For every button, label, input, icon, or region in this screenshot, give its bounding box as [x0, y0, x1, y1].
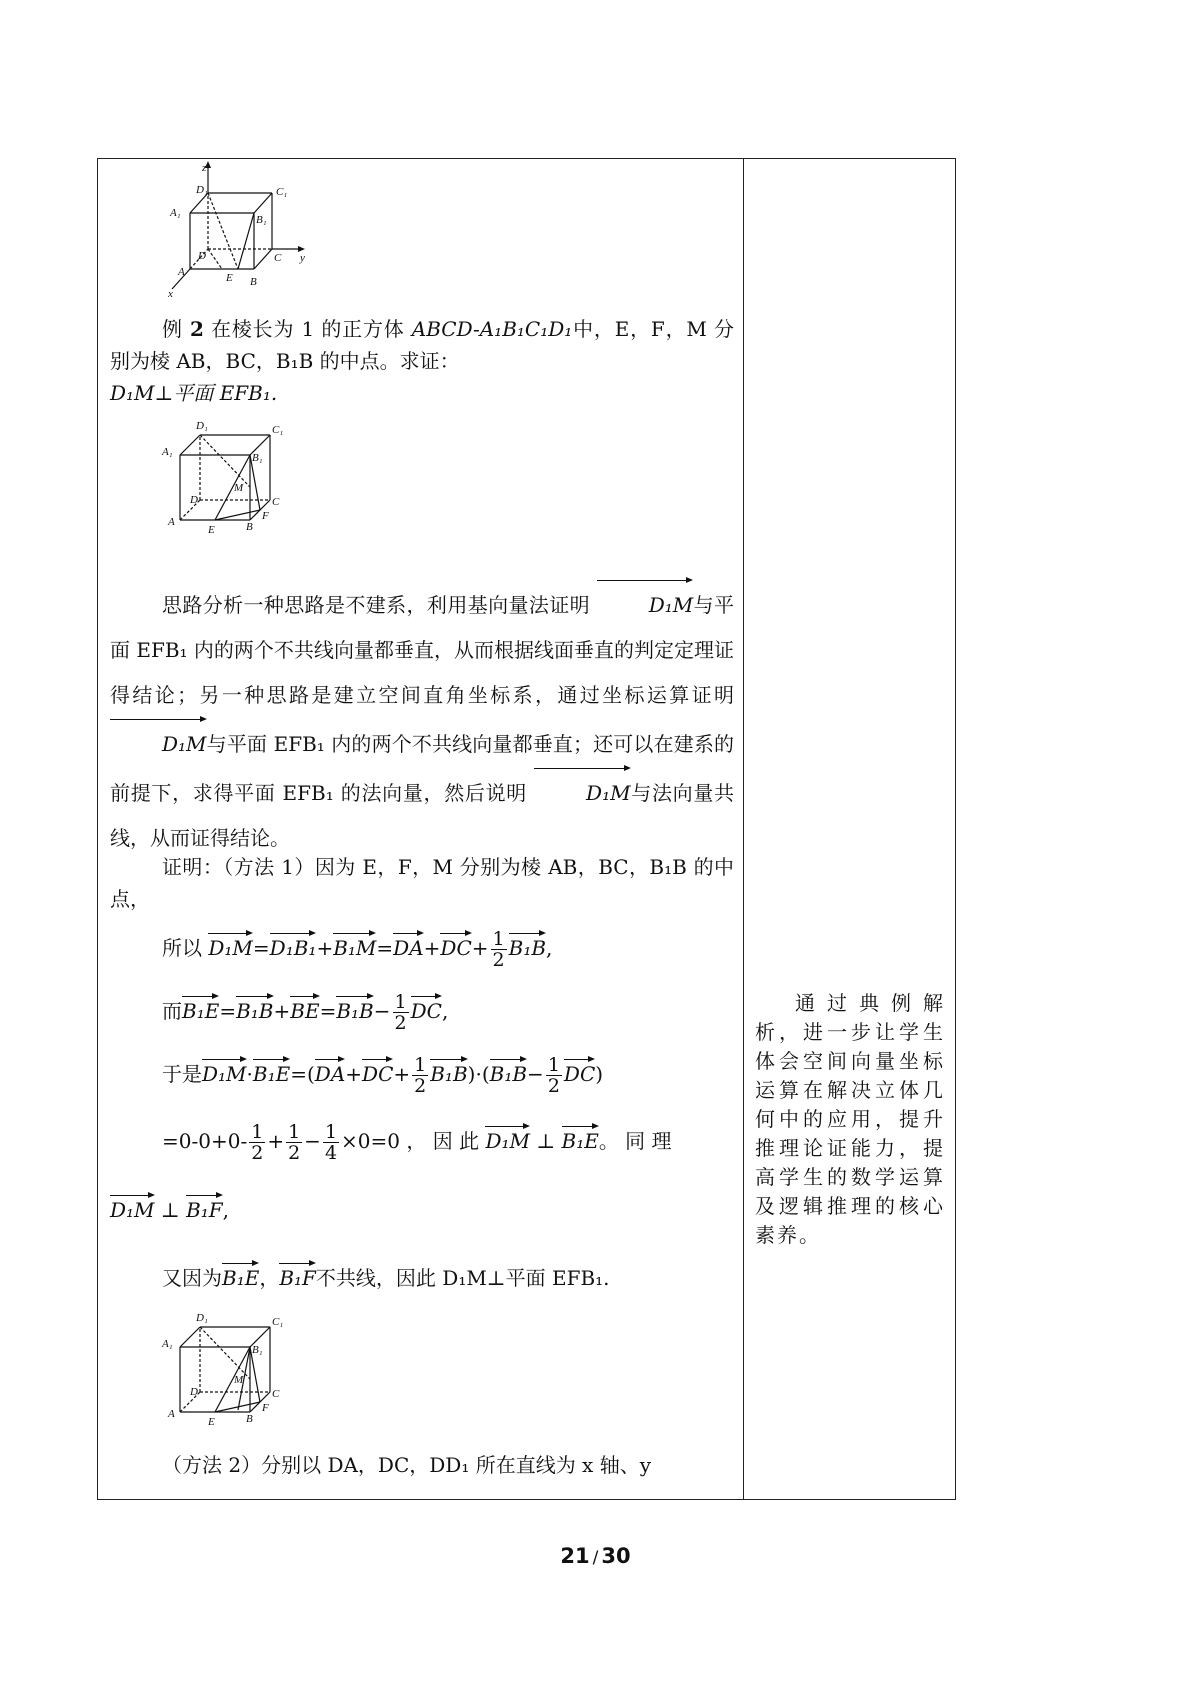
frac-den: 2 — [251, 1142, 264, 1164]
example-text-b: 中，E，F，M 分别为棱 AB，BC，B₁B 的中点。求证： — [110, 317, 735, 373]
fraction-half — [286, 1122, 302, 1163]
fig2-label-a1: A₁ — [162, 446, 173, 458]
vector-dc: DC — [564, 1058, 595, 1086]
frac-num: 1 — [492, 928, 505, 950]
vector-be: BE — [290, 995, 319, 1023]
proof-intro-text: 证明：（方法 1）因为 E，F，M 分别为棱 AB，BC，B₁B 的中点， — [110, 855, 734, 911]
fig1-label-c: C — [274, 252, 282, 264]
method-2-line — [110, 1449, 734, 1481]
frac-num: 1 — [394, 991, 407, 1013]
vector-b1e: B₁E — [222, 1262, 259, 1290]
fig2-label-c1: C₁ — [272, 424, 284, 436]
vector-b1b: B₁B — [336, 995, 373, 1023]
analysis-text-2: 与平面 EFB₁ 内的两个不共线向量都垂直，从而根据线面垂直的判定定理证得结论；另一种思路是建立空间直角坐标系，通过坐标运算证明 — [110, 593, 735, 707]
eq1-prefix: 所以 — [162, 936, 202, 960]
equation-line-4: =0-0+0- $\frac{1}{2}$ + $\frac{1}{2}$ − $\frac{1}{4}$ ×0=0 ， 因 此 D₁M ⊥ B₁E。 同 理 — [162, 1121, 672, 1164]
fig3-label-a1: A₁ — [162, 1338, 173, 1350]
fig2-label-b: B — [246, 521, 253, 533]
vector-b1e: B₁E — [253, 1058, 290, 1086]
fig1-label-b1: B₁ — [256, 214, 267, 226]
fig1-label-z: z — [202, 162, 207, 174]
fraction-half — [546, 1055, 562, 1096]
content-column — [110, 159, 734, 1499]
vector-d1m: D₁M — [208, 932, 253, 960]
example-text-a: 在棱长为 1 的正方体 — [211, 317, 405, 341]
example-number: 2 — [189, 317, 204, 341]
fig3-label-c: C — [272, 1388, 280, 1400]
fig3-label-a: A — [168, 1408, 175, 1420]
equation-line-5: D₁M ⊥ B₁F, — [110, 1194, 229, 1222]
proof-intro — [110, 851, 734, 915]
fig2-label-b1: B₁ — [252, 452, 263, 464]
vector-b1b: B₁B — [430, 1058, 467, 1086]
equation-line-2: 而B₁E=B₁B+BE=B₁B− $\frac{1}{2}$ DC, — [162, 991, 449, 1034]
fig2-label-f: F — [262, 510, 269, 522]
frac-den: 2 — [288, 1142, 301, 1164]
lesson-table — [97, 158, 956, 1500]
fig2-label-m: M — [234, 482, 244, 494]
vector-b1m: B₁M — [333, 932, 376, 960]
fraction-half — [249, 1122, 265, 1163]
fraction-quarter — [323, 1122, 339, 1163]
fig3-label-b1: B₁ — [252, 1344, 263, 1356]
eq3-prefix: 于是 — [162, 1062, 202, 1086]
eq4-mid: ×0=0 ， 因 此 — [341, 1129, 480, 1153]
conclusion-prefix: 又因为 — [162, 1266, 222, 1290]
frac-num: 1 — [251, 1121, 264, 1143]
vector-d1m: D₁M — [110, 1194, 155, 1222]
vector-b1b: B₁B — [509, 932, 546, 960]
vector-b1b: B₁B — [236, 995, 273, 1023]
fig3-label-b: B — [246, 1413, 253, 1425]
vector-da: DA — [315, 1058, 345, 1086]
fraction-half — [393, 992, 409, 1033]
frac-den: 4 — [324, 1142, 338, 1164]
vector-d1m: D₁M — [110, 718, 207, 767]
example-statement — [110, 313, 734, 409]
fig2-label-e: E — [208, 524, 215, 536]
vector-d1m: D₁M — [597, 579, 694, 628]
fraction-half — [491, 929, 507, 970]
fig3-label-c1: C₁ — [272, 1316, 284, 1328]
vector-b1b: B₁B — [490, 1058, 527, 1086]
frac-num: 1 — [547, 1054, 560, 1076]
frac-den: 2 — [414, 1075, 427, 1097]
eq2-prefix: 而 — [162, 999, 182, 1023]
fig3-label-m: M — [234, 1374, 244, 1386]
fig2-label-d1: D₁ — [196, 420, 208, 432]
cube-name: ABCD-A₁B₁C₁D₁ — [411, 317, 573, 341]
cube-figure-2 — [160, 415, 300, 545]
method-2-text: （方法 2）分别以 DA，DC，DD₁ 所在直线为 x 轴、y — [162, 1453, 651, 1477]
vector-d1b1: D₁B₁ — [270, 932, 317, 960]
fig3-label-e: E — [208, 1416, 215, 1428]
fig1-label-x: x — [168, 288, 173, 300]
example-label: 例 — [162, 317, 183, 341]
fig2-label-d: D — [190, 494, 198, 506]
analysis-text-4: 与法向量共线，从而证得结论。 — [110, 781, 735, 850]
vector-dc: DC — [440, 932, 471, 960]
conclusion-text: 不共线，因此 D₁M⊥平面 EFB₁. — [315, 1266, 610, 1290]
frac-num: 1 — [414, 1054, 427, 1076]
fig1-label-a1: A₁ — [170, 207, 181, 219]
vector-d1m: D₁M — [202, 1058, 247, 1086]
vector-d1m: D₁M — [534, 767, 631, 816]
analysis-paragraph — [110, 579, 734, 861]
fraction-half — [412, 1055, 428, 1096]
analysis-text-3: 与平面 EFB₁ 内的两个不共线向量都垂直；还可以在建系的前提下，求得平面 EFB₁ 的法向量，然后说明 — [110, 732, 734, 805]
vector-d1m: D₁M — [485, 1125, 530, 1153]
fig1-label-b: B — [250, 276, 257, 288]
fig1-label-d: D — [198, 250, 206, 262]
fig2-label-c: C — [272, 496, 280, 508]
fig1-label-y: y — [300, 252, 305, 264]
design-intent-note: 通过典例解析，进一步让学生体会空间向量坐标运算在解决立体几何中的应用，提升推理论证能力，提高学生的数学运算及逻辑推理的核心素养。 — [755, 991, 945, 1247]
vector-da: DA — [393, 932, 423, 960]
page-footer — [0, 1544, 1191, 1568]
fig2-label-a: A — [168, 516, 175, 528]
frac-num: 1 — [324, 1121, 338, 1143]
page-separator: / — [592, 1548, 599, 1568]
column-divider — [743, 159, 744, 1499]
eq4-end: 。 同 理 — [598, 1129, 672, 1153]
fig1-label-a: A — [178, 266, 185, 278]
vector-b1f: B₁F — [186, 1194, 223, 1222]
eq4-text: =0-0+0- — [162, 1129, 248, 1153]
vector-dc: DC — [411, 995, 442, 1023]
fig3-label-d: D — [190, 1386, 198, 1398]
equation-line-1: 所以 D₁M=D₁B₁+B₁M=DA+DC+ $\frac{1}{2}$ B₁B, — [162, 928, 553, 971]
fig1-label-e: E — [226, 272, 233, 284]
cube-figure-3 — [160, 1307, 300, 1437]
frac-den: 2 — [547, 1075, 560, 1097]
fig3-label-d1: D₁ — [196, 1312, 208, 1324]
fig1-label-c1: C₁ — [276, 186, 288, 198]
conclusion-line: 又因为B₁E，B₁F不共线，因此 D₁M⊥平面 EFB₁. — [162, 1262, 610, 1291]
analysis-text-1: 思路分析一种思路是不建系，利用基向量法证明 — [162, 593, 590, 617]
vector-b1e: B₁E — [182, 995, 219, 1023]
total-pages: 30 — [601, 1544, 631, 1568]
vector-b1e: B₁E — [562, 1125, 599, 1153]
vector-dc: DC — [362, 1058, 393, 1086]
equation-line-3: 于是D₁M·B₁E=(DA+DC+ $\frac{1}{2}$ B₁B)·(B₁B− $\frac{1}{2}$ DC) — [162, 1054, 604, 1097]
frac-den: 2 — [394, 1012, 407, 1034]
notes-column — [755, 159, 945, 1499]
current-page: 21 — [560, 1544, 590, 1568]
vector-b1f: B₁F — [279, 1262, 316, 1290]
to-prove: D₁M⊥平面 EFB₁. — [110, 381, 278, 405]
fig1-label-d1: D₁ — [196, 184, 208, 196]
frac-den: 2 — [492, 949, 505, 971]
fig3-label-f: F — [262, 1402, 269, 1414]
cube-figure-axes — [160, 161, 310, 301]
frac-num: 1 — [288, 1121, 301, 1143]
